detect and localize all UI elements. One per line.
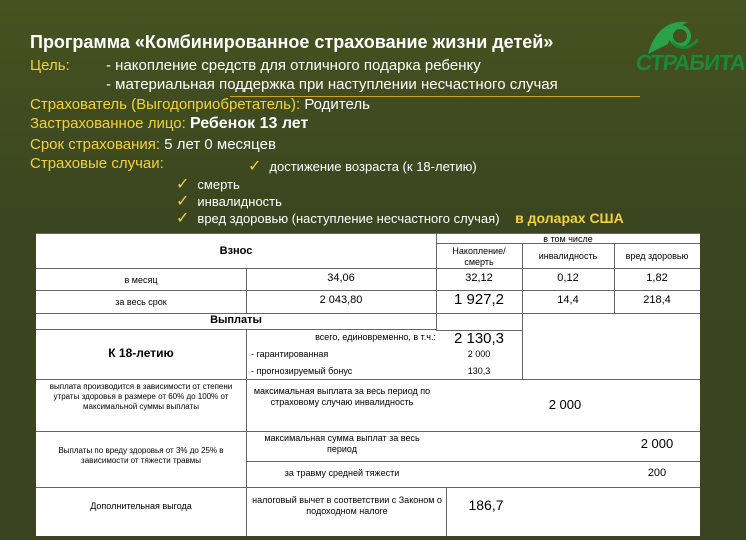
check-icon: ✓	[248, 158, 262, 175]
col-disability: инвалидность	[538, 251, 598, 261]
insurer-row	[30, 96, 370, 113]
disability-description: выплата производится в зависимости от степени утраты здоровья в размере от 60% до 100% от максимальной суммы выплаты	[49, 382, 233, 411]
at18-total: 2 130,3	[453, 330, 505, 347]
page-title: Программа «Комбинированное страхование жизни детей»	[30, 32, 554, 52]
row-monthly-disability: 0,12	[557, 272, 579, 284]
harm-medium: 200	[647, 467, 667, 479]
insured-row	[30, 115, 308, 133]
at18-bonus: 130,3	[467, 366, 491, 376]
case-item: ✓ вред здоровью (наступление несчастного случая) в доларах США	[176, 210, 624, 227]
term-row	[30, 136, 276, 153]
payouts-header: Выплаты	[210, 314, 262, 326]
case-item: ✓ смерть	[176, 176, 240, 193]
harm-medium-label: за травму средней тяжести	[284, 468, 400, 478]
premium-header: Взнос	[219, 245, 253, 257]
check-icon: ✓	[176, 210, 190, 227]
case-item: ✓ достижение возраста (к 18-летию)	[248, 158, 477, 175]
case-item: ✓ инвалидность	[176, 193, 282, 210]
including-header: в том числе	[543, 234, 593, 244]
extra-benefit-desc: налоговый вычет в соответствии с Законом о подоходном налоге	[252, 495, 442, 516]
currency-note: в доларах США	[515, 210, 624, 226]
row-monthly-harm: 1,82	[646, 272, 668, 284]
goal-line-1: - накопление средств для отличного подарка ребенку	[106, 57, 481, 74]
at18-bonus-label: - прогнозируемый бонус	[251, 366, 353, 376]
row-total-total: 2 043,80	[319, 294, 363, 306]
check-icon: ✓	[176, 193, 190, 210]
row-monthly-total: 34,06	[327, 272, 355, 284]
insurer-label: Страхователь (Выгодоприобретатель):	[30, 96, 301, 113]
disability-max-label: максимальная выплата за весь период по страховому случаю инвалидность	[253, 386, 431, 407]
extra-benefit-label: Дополнительная выгода	[90, 501, 192, 511]
term-value: 5 лет 0 месяцев	[164, 136, 276, 153]
col-harm: вред здоровью	[625, 251, 689, 261]
term-label: Срок страхования:	[30, 136, 161, 153]
at18-guaranteed: 2 000	[467, 349, 491, 359]
harm-description: Выплаты по вреду здоровья от 3% до 25% в зависимости от тяжести травмы	[58, 446, 224, 465]
row-total-disability: 14,4	[557, 294, 579, 306]
goal-line-2: - материальная поддержка при наступлении несчастного случая	[106, 76, 558, 93]
disability-max: 2 000	[548, 397, 582, 412]
row-total-accum: 1 927,2	[453, 291, 505, 308]
insurer-value: Родитель	[304, 96, 370, 113]
col-accumulation: Накопление/ смерть	[452, 246, 506, 267]
check-icon: ✓	[176, 176, 190, 193]
insured-value: Ребенок 13 лет	[189, 115, 309, 132]
company-logo-text: СТРАБИТА	[634, 50, 746, 75]
at18-total-label: всего, единовременно, в т.ч.:	[315, 332, 436, 342]
at18-label: К 18-летию	[108, 346, 174, 360]
goal-label: Цель:	[30, 57, 70, 74]
row-total-label: за весь срок	[115, 297, 167, 307]
row-monthly-label: в месяц	[124, 275, 158, 285]
extra-benefit-value: 186,7	[468, 497, 504, 513]
cases-label: Страховые случаи:	[30, 155, 164, 172]
row-total-harm: 218,4	[643, 294, 671, 306]
harm-max-label: максимальная сумма выплат за весь период	[264, 433, 420, 454]
row-monthly-accum: 32,12	[465, 272, 493, 284]
insurance-table	[36, 233, 700, 536]
insured-label: Застрахованное лицо:	[30, 115, 186, 132]
harm-max: 2 000	[640, 436, 674, 451]
at18-guaranteed-label: - гарантированная	[251, 349, 329, 359]
